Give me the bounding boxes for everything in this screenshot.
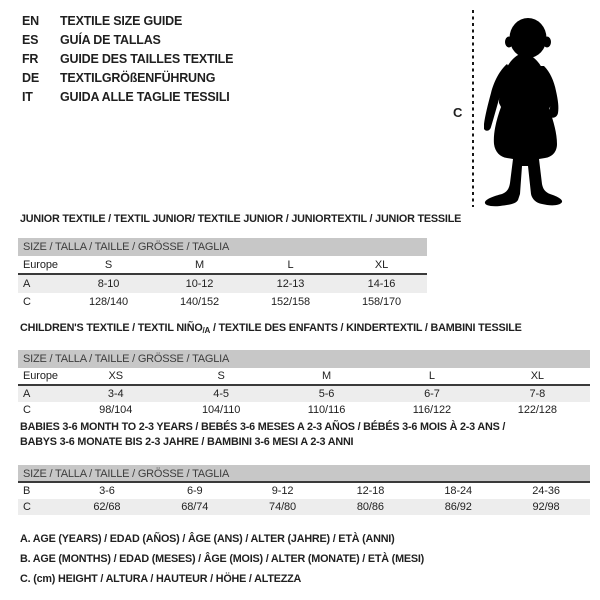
- title-subscript: /A: [202, 326, 211, 335]
- babies-title-line2: BABYS 3-6 MONATE BIS 2-3 JAHRE / BAMBINI 3-6 MESI A 2-3 ANNI: [20, 436, 354, 448]
- children-table-title: [20, 322, 522, 335]
- table-cell: L: [287, 258, 294, 271]
- table-cell: 104/110: [201, 404, 241, 416]
- size-header-bar: SIZE / TALLA / TAILLE / GRÖSSE / TAGLIA: [18, 238, 427, 256]
- table-cell: 10-12: [185, 278, 214, 290]
- toddler-silhouette-image: [476, 8, 570, 208]
- guide-title-fr: GUIDE DES TAILLES TEXTILE: [60, 51, 234, 66]
- table-cell: 6-7: [424, 388, 440, 400]
- row-label: B: [23, 485, 31, 497]
- language-row-en: [22, 11, 233, 30]
- table-cell: 110/116: [307, 404, 346, 416]
- size-header-bar: SIZE / TALLA / TAILLE / GRÖSSE / TAGLIA: [18, 350, 590, 368]
- table-row-months: [18, 483, 590, 499]
- table-cell: 80/86: [356, 501, 384, 513]
- table-cell: XS: [108, 370, 123, 382]
- table-cell: 6-9: [186, 485, 203, 497]
- guide-title-en: TEXTILE SIZE GUIDE: [60, 13, 183, 28]
- table-cell: L: [428, 370, 435, 382]
- table-cell: XL: [374, 258, 389, 271]
- table-cell: 24-36: [532, 485, 560, 497]
- table-cell: 9-12: [271, 485, 294, 497]
- table-cell: 86/92: [444, 501, 472, 513]
- guide-title-de: TEXTILGRÖßENFÜHRUNG: [60, 70, 216, 85]
- table-cell: 140/152: [179, 296, 220, 308]
- table-row-height: [18, 402, 590, 418]
- table-cell: 128/140: [88, 296, 129, 308]
- table-cell: 74/80: [269, 501, 297, 513]
- language-row-fr: [22, 49, 233, 68]
- guide-title-it: GUIDA ALLE TAGLIE TESSILI: [60, 89, 230, 104]
- table-cell: 3-4: [107, 388, 124, 400]
- row-label: C: [23, 501, 31, 513]
- size-header-bar: SIZE / TALLA / TAILLE / GRÖSSE / TAGLIA: [18, 465, 590, 483]
- table-cell: 68/74: [181, 501, 209, 513]
- height-measure-label: C: [453, 105, 463, 120]
- row-label: C: [23, 404, 31, 416]
- table-row-height: [18, 499, 590, 515]
- table-cell: M: [321, 370, 332, 382]
- table-cell: 3-6: [99, 485, 115, 497]
- table-cell: M: [194, 258, 205, 271]
- row-label: C: [23, 296, 31, 308]
- table-cell: 18-24: [444, 485, 473, 497]
- table-cell: 122/128: [517, 404, 557, 416]
- language-row-it: [22, 87, 233, 106]
- junior-size-table: [18, 238, 427, 311]
- table-cell: 62/68: [93, 501, 121, 513]
- height-measure-dashed-line: [472, 10, 474, 207]
- language-row-de: [22, 68, 233, 87]
- row-label: A: [23, 278, 31, 290]
- language-code: EN: [22, 13, 39, 28]
- legend-notes: [20, 529, 424, 589]
- table-cell: 116/122: [412, 404, 452, 416]
- children-size-table: [18, 350, 590, 418]
- table-row-height: [18, 293, 427, 311]
- table-cell: 5-6: [318, 388, 335, 400]
- title-part: CHILDREN'S TEXTILE / TEXTIL NIÑO: [20, 322, 203, 334]
- language-code: ES: [22, 32, 39, 47]
- junior-table-title: JUNIOR TEXTILE / TEXTIL JUNIOR/ TEXTILE JUNIOR / JUNIORTEXTIL / JUNIOR TESSILE: [20, 213, 462, 225]
- table-cell: 158/170: [361, 296, 402, 308]
- row-label: A: [23, 388, 31, 400]
- table-cell: 12-18: [356, 485, 385, 497]
- table-cell: S: [104, 258, 113, 271]
- row-label: Europe: [23, 258, 58, 271]
- table-cell: 8-10: [97, 278, 120, 290]
- table-row-age: [18, 275, 427, 293]
- language-code: FR: [22, 51, 39, 66]
- guide-title-es: GUÍA DE TALLAS: [60, 32, 161, 47]
- babies-title-line1: BABIES 3-6 MONTH TO 2-3 YEARS / BEBÉS 3-6 MESES A 2-3 AÑOS / BÉBÉS 3-6 MOIS À 2-3 ANS /: [20, 421, 506, 433]
- note-height-cm: C. (cm) HEIGHT / ALTURA / HAUTEUR / HÖHE / ALTEZZA: [20, 573, 302, 585]
- babies-table-title: [20, 420, 580, 450]
- table-cell: S: [217, 370, 225, 382]
- table-cell: 4-5: [213, 388, 229, 400]
- table-cell: 14-16: [367, 278, 396, 290]
- table-cell: 7-8: [529, 388, 546, 400]
- table-row-europe: [18, 256, 427, 275]
- table-cell: 12-13: [276, 278, 305, 290]
- babies-size-table: [18, 465, 590, 515]
- table-cell: 92/98: [532, 501, 560, 513]
- table-cell: XL: [530, 370, 544, 382]
- language-row-es: [22, 30, 233, 49]
- table-cell: 98/104: [99, 404, 133, 416]
- table-cell: 152/158: [270, 296, 311, 308]
- title-part: / TEXTILE DES ENFANTS / KINDERTEXTIL / BAMBINI TESSILE: [210, 322, 522, 334]
- table-row-europe: [18, 368, 590, 386]
- note-age-years: A. AGE (YEARS) / EDAD (AÑOS) / ÂGE (ANS) / ALTER (JAHRE) / ETÀ (ANNI): [20, 533, 395, 545]
- table-row-age: [18, 386, 590, 402]
- language-code: IT: [22, 89, 33, 104]
- language-title-list: [22, 11, 233, 106]
- note-age-months: B. AGE (MONTHS) / EDAD (MESES) / ÂGE (MOIS) / ALTER (MONATE) / ETÀ (MESI): [20, 553, 425, 565]
- language-code: DE: [22, 70, 39, 85]
- row-label: Europe: [23, 370, 58, 382]
